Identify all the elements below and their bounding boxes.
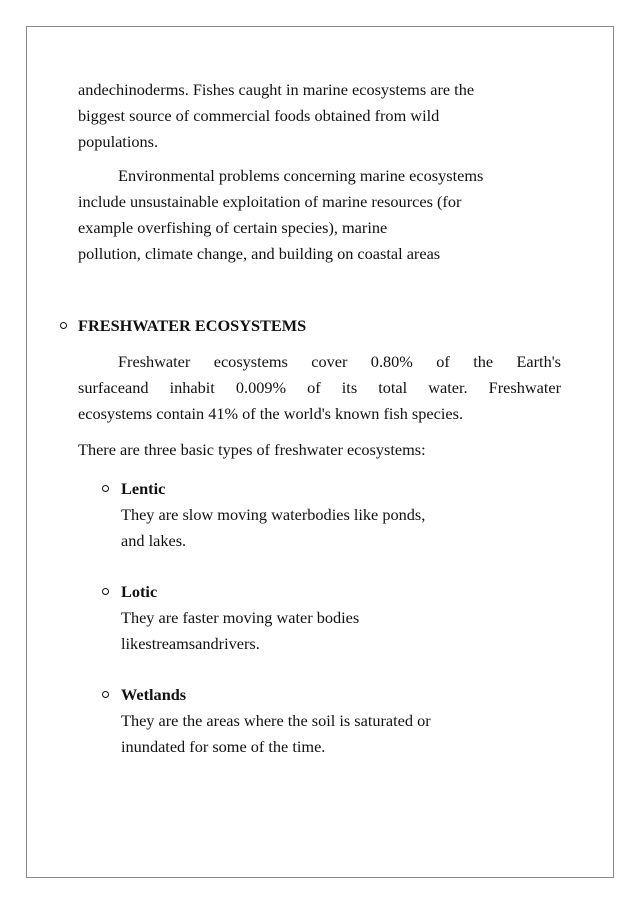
environmental-line: Environmental problems concerning marine ecosystems [118, 166, 484, 185]
type-desc-line: and lakes. [121, 531, 187, 550]
type-desc-line: inundated for some of the time. [121, 737, 326, 756]
type-title-wetlands: Wetlands [121, 685, 187, 704]
type-title-lentic: Lentic [121, 479, 166, 498]
bullet-icon [102, 691, 109, 698]
section-heading: FRESHWATER ECOSYSTEMS [78, 316, 307, 335]
type-desc-line: They are faster moving water bodies [121, 608, 360, 627]
freshwater-para-line: surfaceand inhabit 0.009% of its total water. Freshwater [78, 378, 561, 397]
intro-line: biggest source of commercial foods obtained from wild [78, 106, 440, 125]
freshwater-para-line: Freshwater ecosystems cover 0.80% of the Earth's [118, 352, 561, 371]
intro-line: populations. [78, 132, 159, 151]
environmental-line: example overfishing of certain species), marine [78, 218, 388, 237]
freshwater-para-line: ecosystems contain 41% of the world's known fish species. [78, 404, 464, 423]
intro-line: andechinoderms. Fishes caught in marine ecosystems are the [78, 80, 475, 99]
type-desc-line: likestreamsandrivers. [121, 634, 260, 653]
bullet-icon [102, 588, 109, 595]
type-desc-line: They are slow moving waterbodies like ponds, [121, 505, 426, 524]
type-title-lotic: Lotic [121, 582, 158, 601]
environmental-line: pollution, climate change, and building on coastal areas [78, 244, 441, 263]
bullet-icon [102, 485, 109, 492]
bullet-icon [60, 322, 67, 329]
environmental-line: include unsustainable exploitation of marine resources (for [78, 192, 462, 211]
type-desc-line: They are the areas where the soil is saturated or [121, 711, 431, 730]
types-intro: There are three basic types of freshwater ecosystems: [78, 440, 426, 459]
